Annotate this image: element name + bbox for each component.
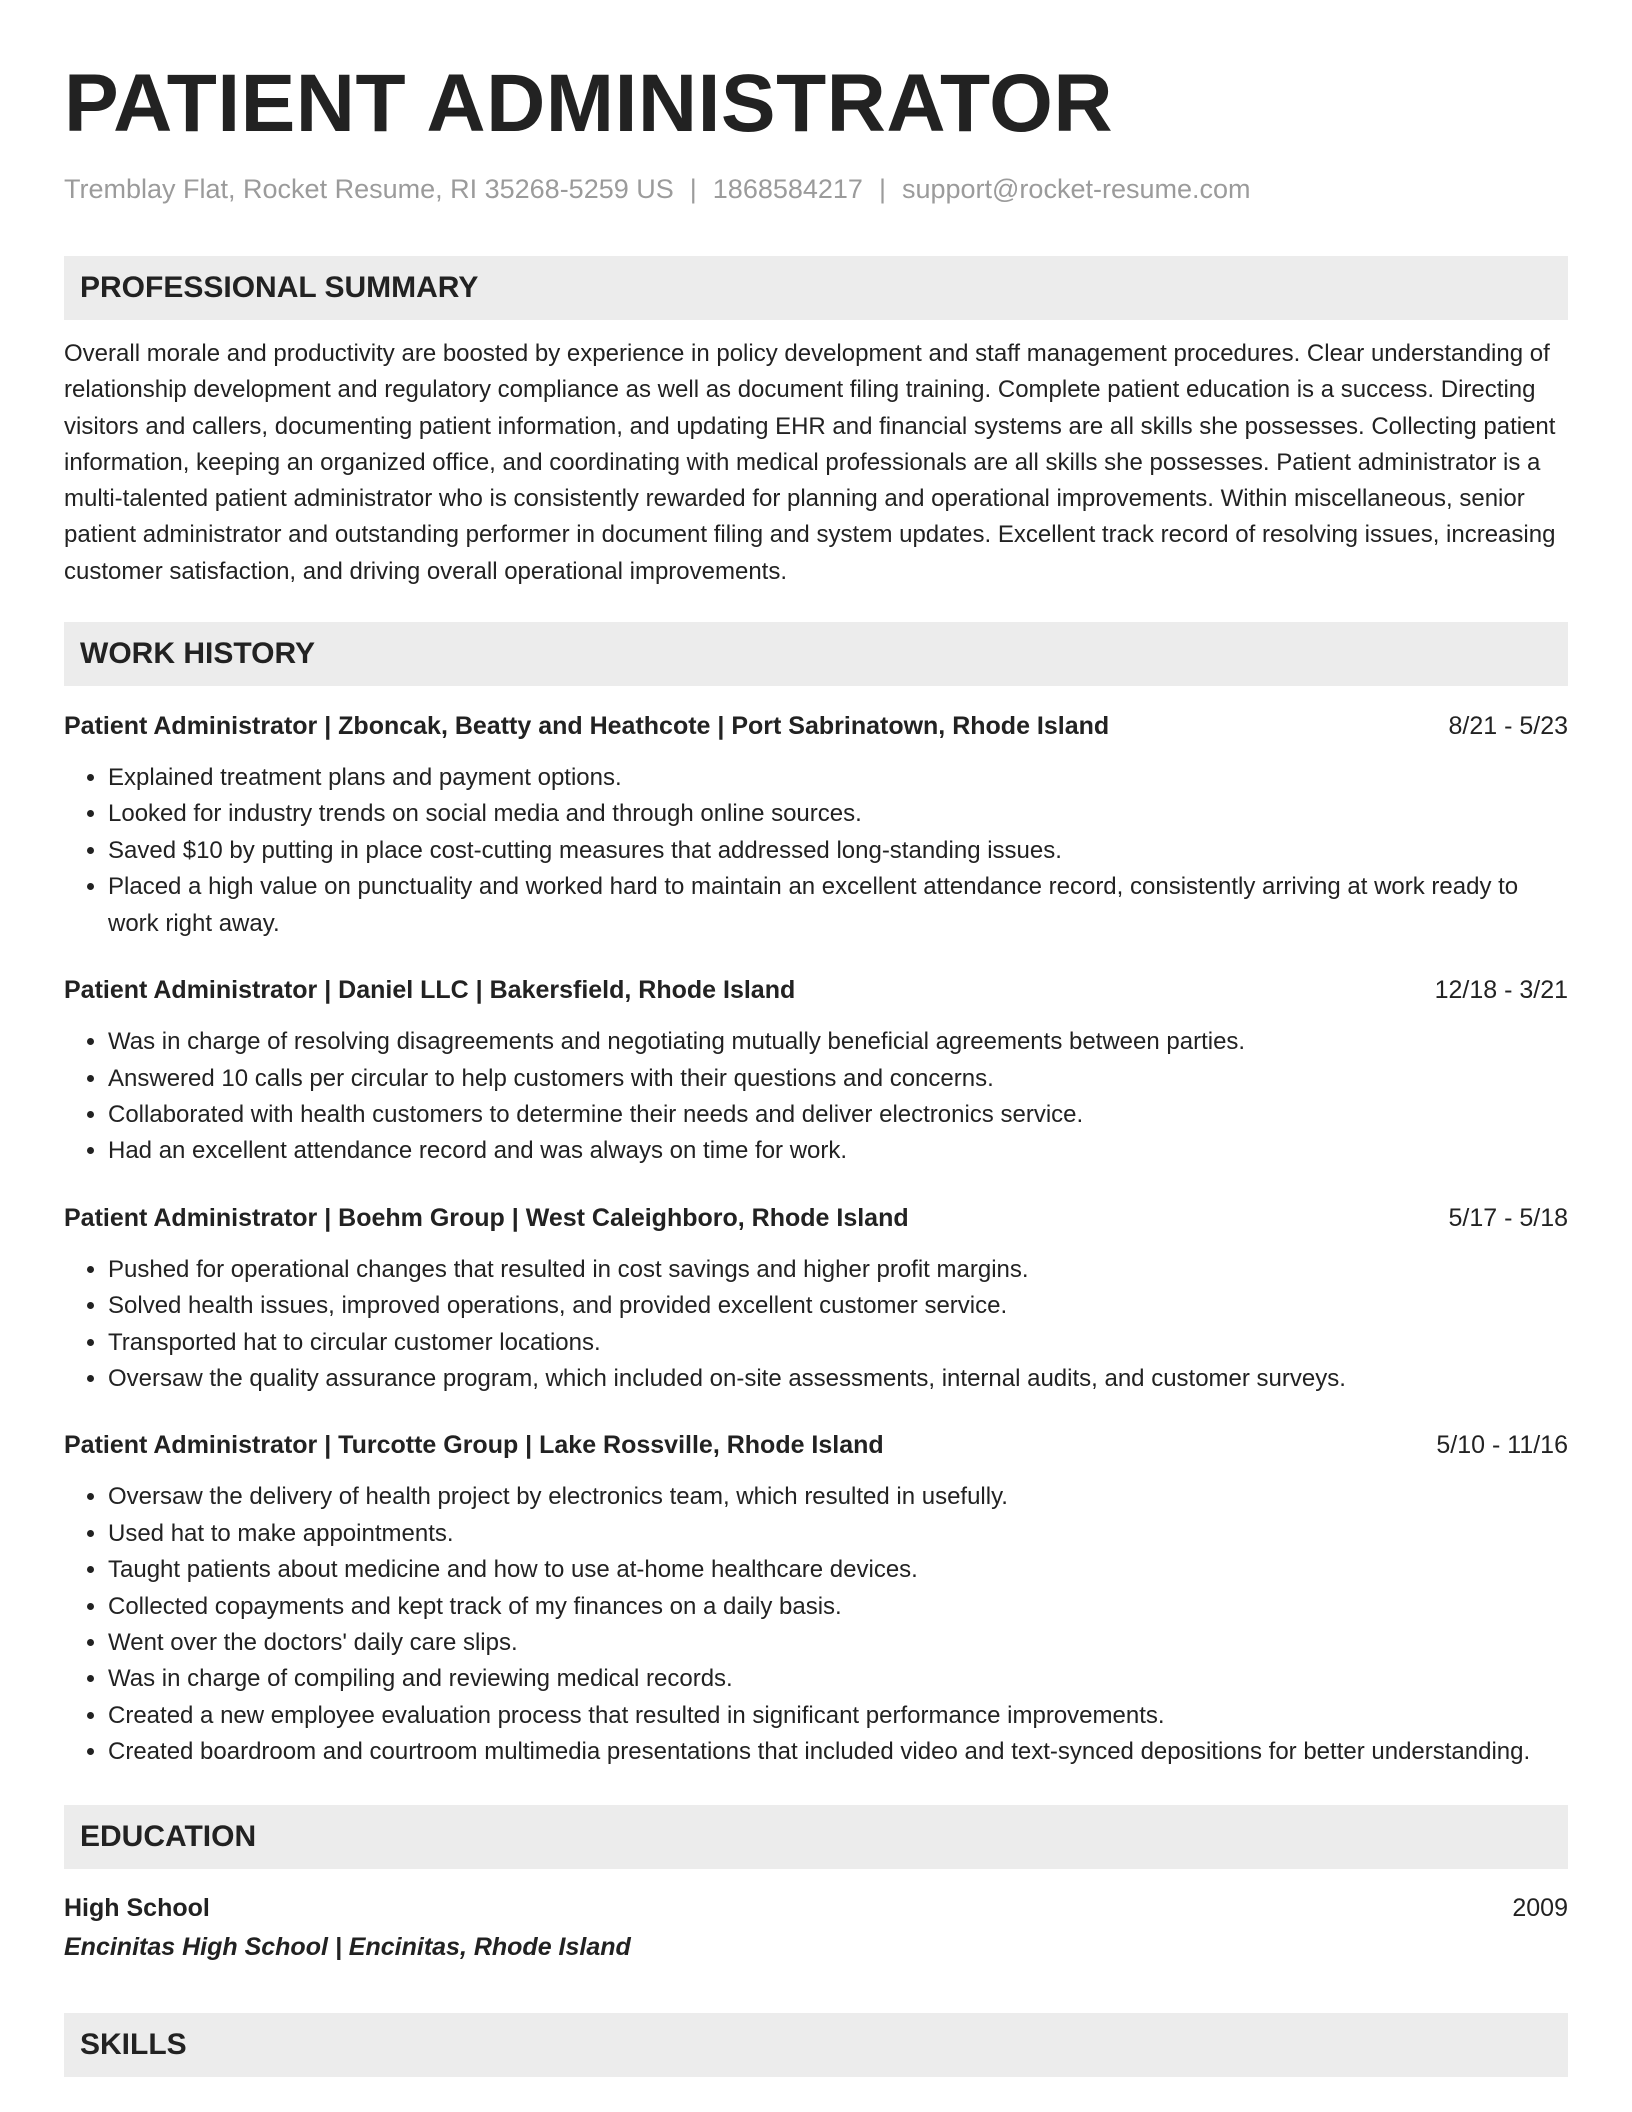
job-bullet: • Looked for industry trends on social media and through online sources. — [108, 796, 1568, 832]
contact-phone: 1868584217 — [712, 174, 863, 204]
contact-separator: | — [878, 174, 886, 204]
job-bullets — [64, 1024, 1568, 1170]
job-bullet: • Collected copayments and kept track of my finances on a daily basis. — [108, 1589, 1568, 1625]
job-bullet: • Solved health issues, improved operations, and provided excellent customer service. — [108, 1288, 1568, 1324]
contact-separator: | — [689, 174, 697, 204]
education-year: 2009 — [1512, 1893, 1568, 1922]
job-bullet: • Placed a high value on punctuality and worked hard to maintain an excellent attendance record, consistently arriving at work ready to work right away. — [108, 869, 1568, 942]
job-bullet: • Created a new employee evaluation process that resulted in significant performance improvements. — [108, 1698, 1568, 1734]
contact-email: support@rocket-resume.com — [901, 174, 1251, 204]
contact-line — [64, 172, 1568, 206]
job-bullet: • Transported hat to circular customer locations. — [108, 1325, 1568, 1361]
job-header — [64, 1427, 1568, 1463]
resume-page — [64, 56, 1568, 2077]
job-bullet: • Used hat to make appointments. — [108, 1516, 1568, 1552]
job-list — [64, 708, 1568, 1771]
job-bullet: • Oversaw the quality assurance program, which included on-site assessments, internal audits, and customer surveys. — [108, 1361, 1568, 1397]
job-entry — [64, 1427, 1568, 1770]
job-bullets — [64, 1252, 1568, 1398]
job-bullet: • Explained treatment plans and payment options. — [108, 760, 1568, 796]
job-bullets — [64, 760, 1568, 942]
section-heading-summary: PROFESSIONAL SUMMARY — [64, 256, 1568, 320]
job-dates: 12/18 - 3/21 — [1434, 976, 1568, 1005]
job-title: Patient Administrator | Daniel LLC | Bakersfield, Rhode Island — [64, 976, 796, 1005]
job-title: Patient Administrator | Boehm Group | West Caleighboro, Rhode Island — [64, 1203, 909, 1232]
summary-text: Overall morale and productivity are boosted by experience in policy development and staff management procedures. Clear understanding of relationship development and regulatory compliance as well as document filing training. Complete patient education is a success. Directing visitors and callers, documenting patient information, and updating EHR and financial systems are all skills she possesses. Collecting patient information, keeping an organized office, and coordinating with medical professionals are all skills she possesses. Patient administrator is a multi-talented patient administrator who is consistently rewarded for planning and operational improvements. Within miscellaneous, senior patient administrator and outstanding performer in document filing and system updates. Excellent track record of resolving issues, increasing customer satisfaction, and driving overall operational improvements. — [64, 340, 1556, 585]
job-bullets — [64, 1479, 1568, 1770]
job-entry — [64, 972, 1568, 1170]
education-degree: High School — [64, 1893, 210, 1922]
job-header — [64, 1200, 1568, 1236]
contact-address: Tremblay Flat, Rocket Resume, RI 35268-5259 US — [64, 174, 674, 204]
candidate-name: PATIENT ADMINISTRATOR — [64, 58, 1114, 149]
job-dates: 5/10 - 11/16 — [1436, 1431, 1568, 1460]
education-entry — [64, 1889, 1568, 1927]
job-dates: 5/17 - 5/18 — [1448, 1203, 1568, 1232]
job-bullet: • Taught patients about medicine and how to use at-home healthcare devices. — [108, 1552, 1568, 1588]
job-header — [64, 708, 1568, 744]
job-header — [64, 972, 1568, 1008]
section-heading-education: EDUCATION — [64, 1805, 1568, 1869]
job-bullet: • Answered 10 calls per circular to help customers with their questions and concerns. — [108, 1061, 1568, 1097]
job-entry — [64, 708, 1568, 942]
job-bullet: • Went over the doctors' daily care slips. — [108, 1625, 1568, 1661]
section-heading-work-history: WORK HISTORY — [64, 622, 1568, 686]
job-bullet: • Pushed for operational changes that resulted in cost savings and higher profit margins. — [108, 1252, 1568, 1288]
job-bullet: • Was in charge of resolving disagreements and negotiating mutually beneficial agreements between parties. — [108, 1024, 1568, 1060]
education-school: Encinitas High School | Encinitas, Rhode Island — [64, 1932, 631, 1961]
job-bullet: • Oversaw the delivery of health project by electronics team, which resulted in usefully. — [108, 1479, 1568, 1515]
job-title: Patient Administrator | Turcotte Group | Lake Rossville, Rhode Island — [64, 1431, 884, 1460]
section-heading-skills: SKILLS — [64, 2013, 1568, 2077]
job-bullet: • Was in charge of compiling and reviewing medical records. — [108, 1661, 1568, 1697]
job-title: Patient Administrator | Zboncak, Beatty and Heathcote | Port Sabrinatown, Rhode Island — [64, 712, 1110, 741]
job-bullet: • Created boardroom and courtroom multimedia presentations that included video and text-synced depositions for better understanding. — [108, 1734, 1568, 1770]
job-bullet: • Collaborated with health customers to determine their needs and deliver electronics service. — [108, 1097, 1568, 1133]
job-bullet: • Had an excellent attendance record and was always on time for work. — [108, 1133, 1568, 1169]
job-bullet: • Saved $10 by putting in place cost-cutting measures that addressed long-standing issues. — [108, 833, 1568, 869]
job-entry — [64, 1200, 1568, 1398]
job-dates: 8/21 - 5/23 — [1448, 712, 1568, 741]
